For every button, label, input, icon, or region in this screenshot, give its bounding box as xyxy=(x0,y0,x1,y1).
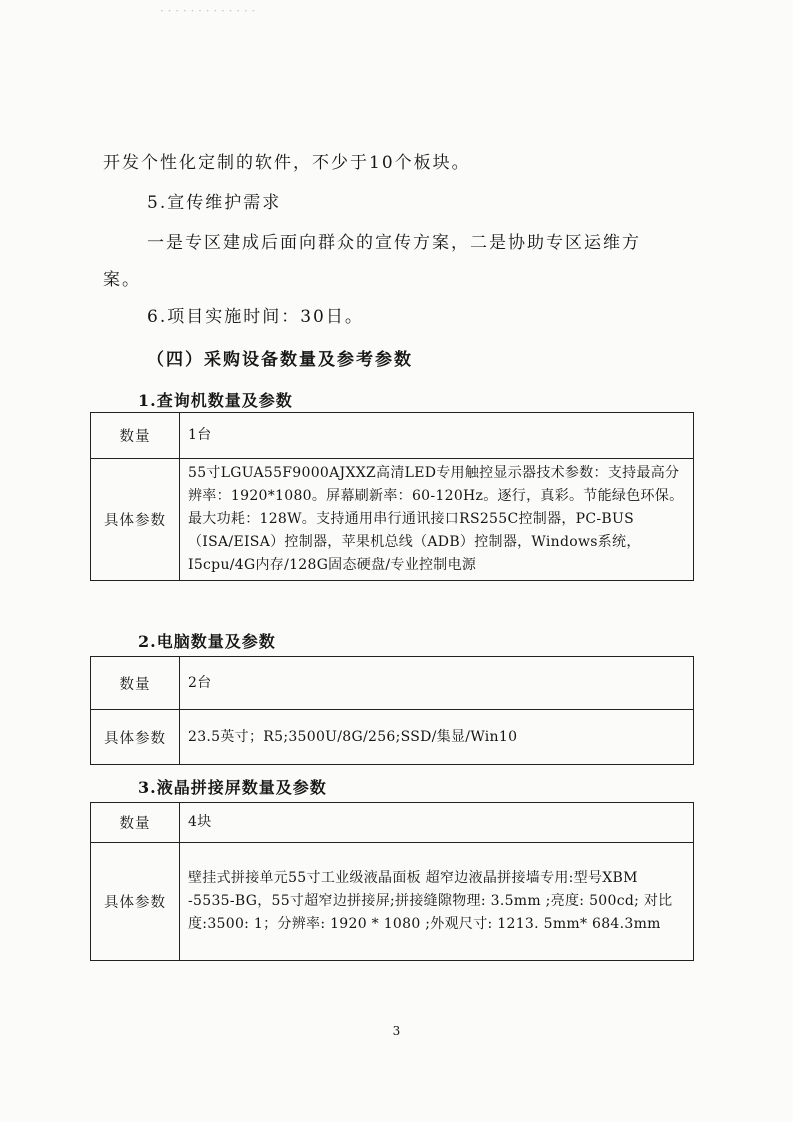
section-6-title: 6.项目实施时间：30日。 xyxy=(147,307,364,327)
page-number: 3 xyxy=(392,1024,401,1038)
params-label: 具体参数 xyxy=(91,843,180,961)
params-value: 55寸LGUA55F9000AJXXZ高清LED专用触控显示器技术参数：支持最高分辨率：1920*1080。屏幕刷新率：60-120Hz。逐行，真彩。节能绿色环保。最大功耗：128W。支持通用串行通讯接口RS255C控制器，PC-BUS（ISA/EISA）控制器，苹果机总线（ADB）控制器，Windows系统，I5cpu/4G内存/128G固态硬盘/专业控制电源 xyxy=(180,459,694,581)
body-line-2: 一是专区建成后面向群众的宣传方案，二是协助专区运维方 xyxy=(147,233,641,253)
qty-value: 1台 xyxy=(180,413,694,459)
params-value: 23.5英寸；R5;3500U/8G/256;SSD/集显/Win10 xyxy=(180,710,694,765)
params-label: 具体参数 xyxy=(91,459,180,581)
params-value: 壁挂式拼接单元55寸工业级液晶面板 超窄边液晶拼接墙专用:型号XBM -5535-BG，55寸超窄边拼接屏;拼接缝隙物理: 3.5mm ;亮度: 500cd; 对比度:3500: 1；分辨率: 1920 * 1080 ;外观尺寸: 1213. 5mm* 684.3mm xyxy=(180,843,694,961)
table1-title: 1.查询机数量及参数 xyxy=(138,391,293,410)
table-computer xyxy=(90,656,694,765)
bleed-through-text: · · · · · · · · · · · · · xyxy=(160,4,256,18)
qty-label: 数量 xyxy=(91,413,180,459)
qty-label: 数量 xyxy=(91,803,180,843)
section-5-title: 5.宣传维护需求 xyxy=(147,193,282,213)
qty-label: 数量 xyxy=(91,657,180,710)
table3-title: 3.液晶拼接屏数量及参数 xyxy=(138,778,327,797)
table-lcd-splicing xyxy=(90,802,694,961)
qty-value: 4块 xyxy=(180,803,694,843)
body-line-1: 开发个性化定制的软件，不少于10个板块。 xyxy=(103,153,471,173)
qty-value: 2台 xyxy=(180,657,694,710)
params-label: 具体参数 xyxy=(91,710,180,765)
section-heading: （四）采购设备数量及参考参数 xyxy=(147,350,413,370)
table2-title: 2.电脑数量及参数 xyxy=(138,632,276,651)
body-line-3: 案。 xyxy=(103,270,141,290)
table-query-machine xyxy=(90,412,694,581)
